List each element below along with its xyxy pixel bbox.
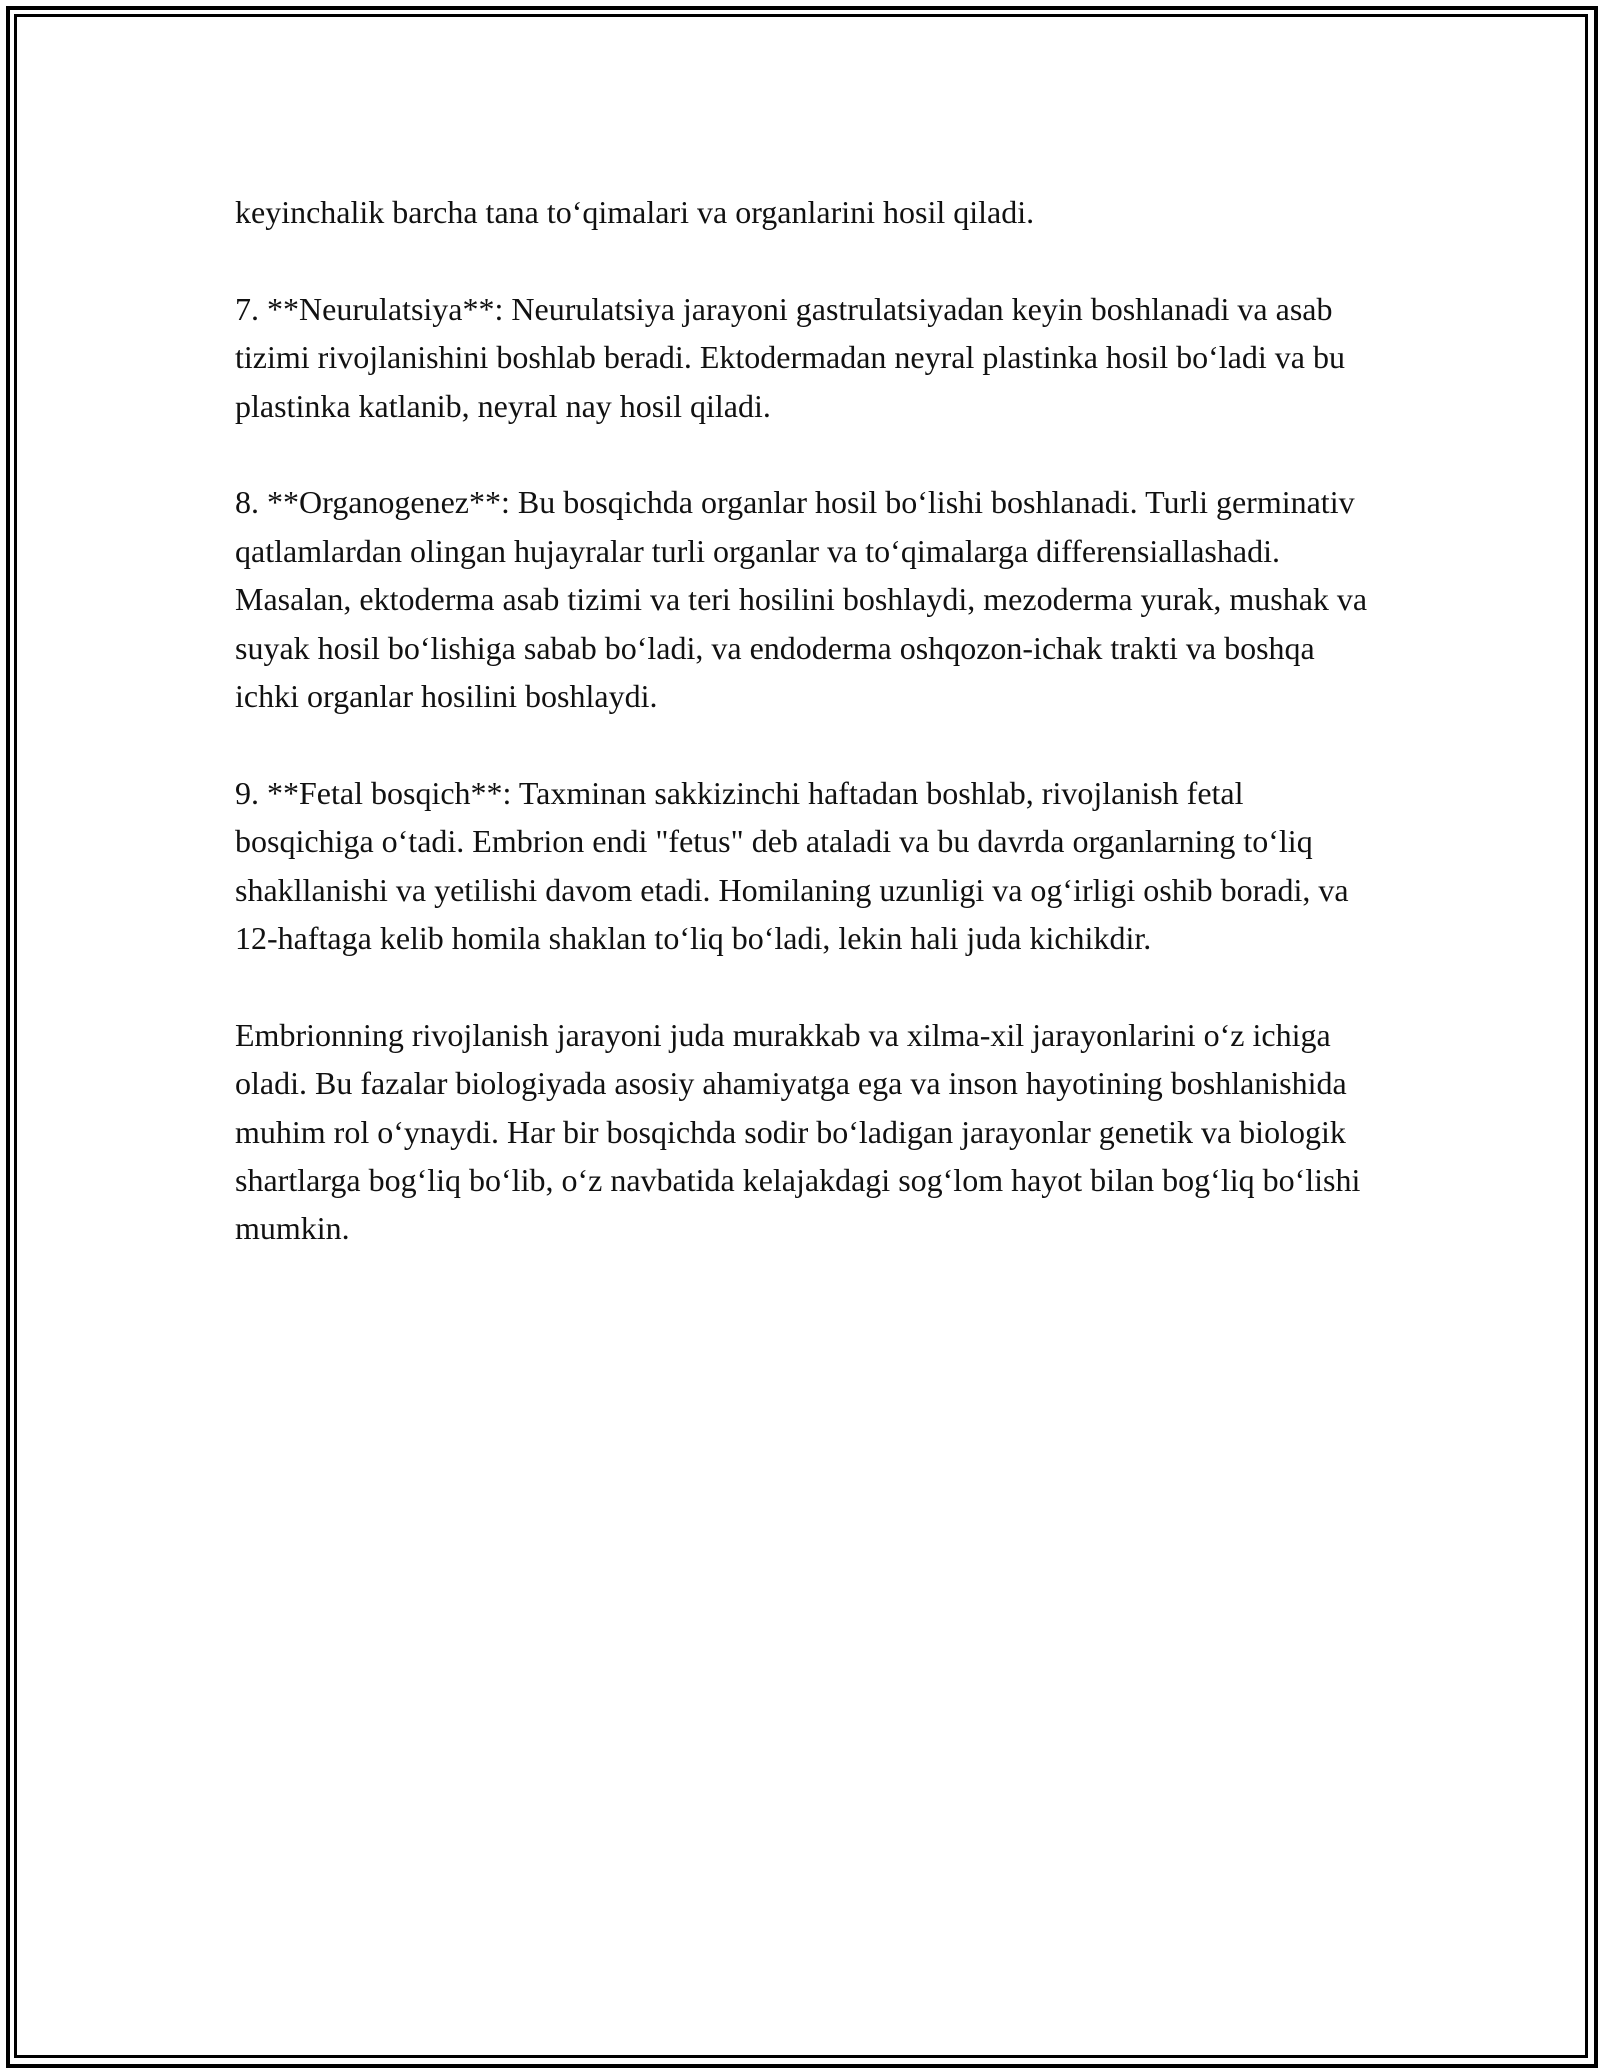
paragraph-organogenez: 8. **Organogenez**: Bu bosqichda organlar hosil bo‘lishi boshlanadi. Turli germinativ qatlamlardan olingan hujayralar turli organlar va to‘qimalarga differensiallashadi. Masalan, ektoderma asab tizimi va teri hosilini boshlaydi, mezoderma yurak, mushak va suyak hosil bo‘lishiga sabab bo‘ladi, va endoderma oshqozon-ichak trakti va boshqa ichki organlar hosilini boshlaydi. [235, 484, 1368, 715]
paragraph-conclusion: Embrionning rivojlanish jarayoni juda murakkab va xilma-xil jarayonlarini o‘z ichiga oladi. Bu fazalar biologiyada asosiy ahamiyatga ega va inson hayotining boshlanishida muhim rol o‘ynaydi. Har bir bosqichda sodir bo‘ladigan jarayonlar genetik va biologik shartlarga bog‘liq bo‘lib, o‘z navbatida kelajakdagi sog‘lom hayot bilan bog‘liq bo‘lishi mumkin. [235, 1016, 1361, 1247]
document-body [235, 188, 1370, 1301]
paragraph-neurulatsiya: 7. **Neurulatsiya**: Neurulatsiya jarayoni gastrulatsiyadan keyin boshlanadi va asab tizimi rivojlanishini boshlab beradi. Ektodermadan neyral plastinka hosil bo‘ladi va bu plastinka katlanib, neyral nay hosil qiladi. [235, 290, 1345, 424]
paragraph-continuation: keyinchalik barcha tana to‘qimalari va organlarini hosil qiladi. [235, 194, 1035, 230]
paragraph-fetal-bosqich: 9. **Fetal bosqich**: Taxminan sakkizinchi haftadan boshlab, rivojlanish fetal bosqichiga o‘tadi. Embrion endi "fetus" deb ataladi va bu davrda organlarning to‘liq shakllanishi va yetilishi davom etadi. Homilaning uzunligi va og‘irligi oshib boradi, va 12-haftaga kelib homila shaklan to‘liq bo‘ladi, lekin hali juda kichikdir. [235, 774, 1349, 957]
